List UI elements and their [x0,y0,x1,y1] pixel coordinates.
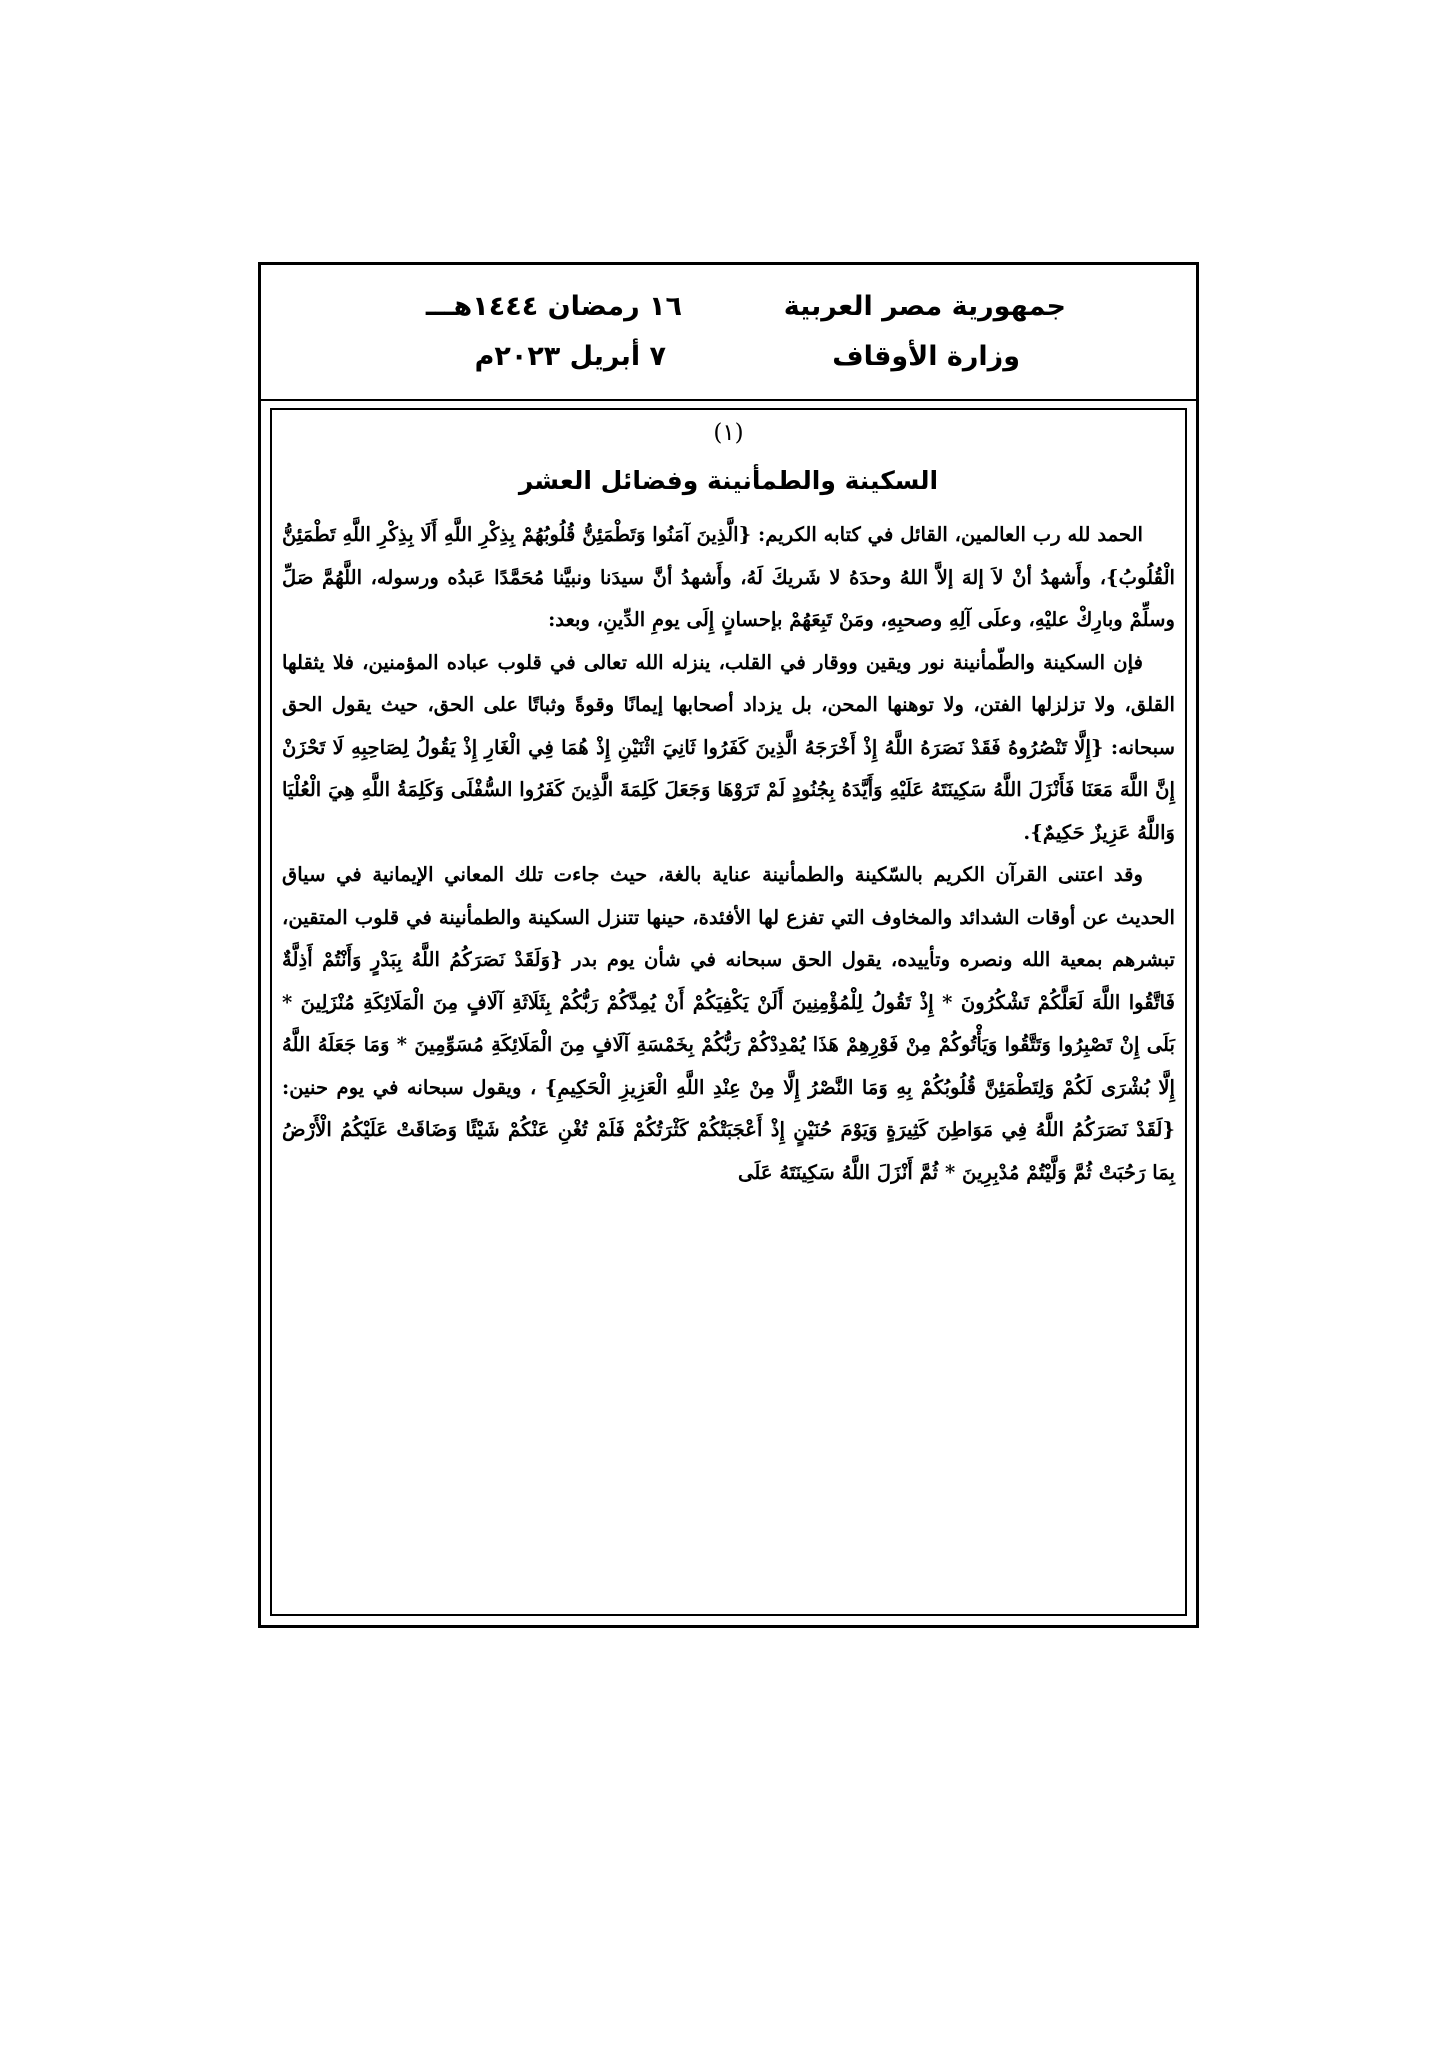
document-frame [258,262,1199,1628]
paragraph: الحمد لله رب العالمين، القائل في كتابه الكريم: {الَّذِينَ آمَنُوا وَتَطْمَئِنُّ قُلُوبُهُمْ بِذِكْرِ اللَّهِ أَلَا بِذِكْرِ اللَّهِ تَطْمَئِنُّ الْقُلُوبُ}، وأَشهدُ أنْ لاَ إلهَ إلاَّ اللهُ وحدَهُ لا شَريكَ لَهُ، وأَشهدُ أنَّ سيدَنا ونبيَّنا مُحَمَّدًا عَبدُه ورسوله، اللَّهُمَّ صَلِّ وسلِّمْ وبارِكْ عليْهِ، وعلَى آلِهِ وصحبِهِ، ومَنْ تَبِعَهُمْ بإحسانٍ إِلَى يومِ الدِّينِ، وبعد: [282,523,1175,631]
hijri-date: ١٦ رمضان ١٤٤٤هـــ [425,291,682,322]
ministry-name: وزارة الأوقاف [832,341,1020,372]
country-name: جمهورية مصر العربية [783,291,1066,322]
paragraph: وقد اعتنى القرآن الكريم بالسّكينة والطمأنينة عناية بالغة، حيث جاءت تلك المعاني الإيمانية في سياق الحديث عن أوقات الشدائد والمخاوف التي تفزع لها الأفئدة، حينها تتنزل السكينة والطمأنينة في قلوب المتقين، تبشرهم بمعية الله ونصره وتأييده، يقول الحق سبحانه في شأن يوم بدر {وَلَقَدْ نَصَرَكُمُ اللَّهُ بِبَدْرٍ وَأَنْتُمْ أَذِلَّةٌ فَاتَّقُوا اللَّهَ لَعَلَّكُمْ تَشْكُرُونَ * إِذْ تَقُولُ لِلْمُؤْمِنِينَ أَلَنْ يَكْفِيَكُمْ أَنْ يُمِدَّكُمْ رَبُّكُمْ بِثَلَاثَةِ آلَافٍ مِنَ الْمَلَائِكَةِ مُنْزَلِينَ * بَلَى إِنْ تَصْبِرُوا وَتَتَّقُوا وَيَأْتُوكُمْ مِنْ فَوْرِهِمْ هَذَا يُمْدِدْكُمْ رَبُّكُمْ بِخَمْسَةِ آلَافٍ مِنَ الْمَلَائِكَةِ مُسَوِّمِينَ * وَمَا جَعَلَهُ اللَّهُ إِلَّا بُشْرَى لَكُمْ وَلِتَطْمَئِنَّ قُلُوبُكُمْ بِهِ وَمَا النَّصْرُ إِلَّا مِنْ عِنْدِ اللَّهِ الْعَزِيزِ الْحَكِيمِ} ، ويقول سبحانه في يوم حنين: {لَقَدْ نَصَرَكُمُ اللَّهُ فِي مَوَاطِنَ كَثِيرَةٍ وَيَوْمَ حُنَيْنٍ إِذْ أَعْجَبَتْكُمْ كَثْرَتُكُمْ فَلَمْ تُغْنِ عَنْكُمْ شَيْئًا وَضَاقَتْ عَلَيْكُمُ الْأَرْضُ بِمَا رَحُبَتْ ثُمَّ وَلَّيْتُمْ مُدْبِرِينَ * ثُمَّ أَنْزَلَ اللَّهُ سَكِينَتَهُ عَلَى [282,863,1175,1184]
sermon-number: (١) [713,420,744,446]
header-box [261,265,1196,401]
sermon-body [282,514,1175,1194]
sermon-title: السكينة والطمأنينة وفضائل العشر [518,466,939,495]
paragraph: فإن السكينة والطّمأنينة نور ويقين ووقار في القلب، ينزله الله تعالى في قلوب عباده المؤمنين، فلا يثقلها القلق، ولا تزلزلها الفتن، ولا توهنها المحن، بل يزداد أصحابها إيمانًا وقوةً وثباتًا على الحق، حيث يقول الحق سبحانه: {إِلَّا تَنْصُرُوهُ فَقَدْ نَصَرَهُ اللَّهُ إِذْ أَخْرَجَهُ الَّذِينَ كَفَرُوا ثَانِيَ اثْنَيْنِ إِذْ هُمَا فِي الْغَارِ إِذْ يَقُولُ لِصَاحِبِهِ لَا تَحْزَنْ إِنَّ اللَّهَ مَعَنَا فَأَنْزَلَ اللَّهُ سَكِينَتَهُ عَلَيْهِ وَأَيَّدَهُ بِجُنُودٍ لَمْ تَرَوْهَا وَجَعَلَ كَلِمَةَ الَّذِينَ كَفَرُوا السُّفْلَى وَكَلِمَةُ اللَّهِ هِيَ الْعُلْيَا وَاللَّهُ عَزِيزٌ حَكِيمٌ}. [282,650,1175,844]
gregorian-date: ٧ أبريل ٢٠٢٣م [474,341,666,372]
content-box [270,408,1187,1616]
